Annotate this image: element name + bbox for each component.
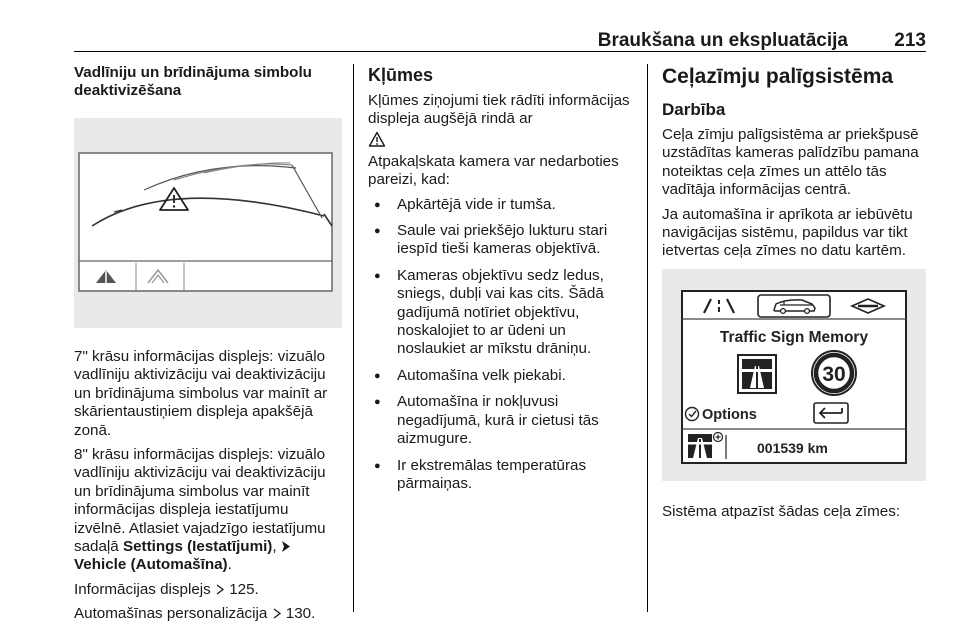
settings-menu-label: Settings (Iestatījumi): [122, 538, 273, 556]
page-header: [74, 28, 926, 52]
operation-paragraph-2: Ja automašīna ir aprīkota ar iebūvētu navigācijas sistēmu, papildus var tikt ietvertas ceļa zīmes no datu kartēm.: [662, 205, 913, 260]
column-divider-2: [647, 64, 648, 612]
recognised-signs-paragraph: Sistēma atpazīst šādas ceļa zīmes:: [662, 502, 901, 520]
arrow-right-icon: [281, 541, 291, 552]
faults-heading: Kļūmes: [368, 65, 434, 85]
column-1: [74, 64, 342, 630]
column-divider-1: [353, 64, 354, 612]
operation-subheading: Darbība: [662, 100, 726, 119]
page-reference-icon: [272, 608, 282, 619]
page-reference-icon: [215, 584, 225, 595]
guideline-deactivation-heading: Vadlīniju un brīdinājuma simbolu deaktivizēšana: [74, 64, 312, 99]
faults-message-paragraph: Kļūmes ziņojumi tiek rādīti informācijas displeja augšējā rindā ar: [368, 92, 630, 128]
rear-camera-display-figure: [74, 118, 342, 328]
column-2: [368, 64, 636, 501]
page-number: 213: [894, 30, 926, 51]
list-item: ● Automašīna velk piekabi.: [368, 367, 636, 385]
odometer-reading: 001539 km: [757, 439, 828, 456]
speed-limit-value: 30: [822, 362, 846, 386]
camera-conditions-paragraph: Atpakaļskata kamera var nedarboties pareizi, kad:: [368, 152, 619, 189]
camera-conditions-list: [368, 196, 636, 494]
paragraph-8inch-display: 8" krāsu informācijas displejs: vizuālo vadlīniju aktivizāciju vai deaktivizāciju un brīdinājuma simbolus var mainīt informācijas displeja iestatījumu izvēlnē. Atlasiet vajadzīgo iestatījumu sadaļā Settings (Iestatījumi), Vehicle (Automašīna).: [74, 446, 326, 574]
display-title: Traffic Sign Memory: [719, 328, 869, 346]
reference-vehicle-personalisation[interactable]: Automašīnas personalizācija 130.: [74, 605, 316, 623]
operation-paragraph-1: Ceļa zīmju palīgsistēma ar priekšpusē uzstādītas kameras palīdzību pamana noteiktas ceļa zīmes un attēlo tās vadītāja informācijas centrā.: [662, 126, 919, 199]
traffic-sign-assistant-heading: Ceļazīmju palīgsistēma: [662, 65, 894, 88]
column-3: [662, 64, 926, 527]
options-label: Options: [702, 406, 757, 423]
reference-info-display[interactable]: Informācijas displejs 125.: [74, 580, 259, 598]
motorway-sign-small-icon: [688, 434, 712, 458]
section-title: Braukšana un ekspluatācija: [597, 30, 848, 51]
list-item: ● Saule vai priekšējo lukturu stari iespīd tieši kameras objektīvā.: [368, 222, 636, 259]
warning-triangle-icon: [368, 131, 386, 147]
traffic-sign-memory-display-figure: [662, 269, 926, 481]
speed-limit-sign-icon: [812, 351, 856, 395]
list-item: ● Ir ekstremālas temperatūras pārmaiņas.: [368, 457, 636, 494]
list-item: ● Kameras objektīvu sedz ledus, sniegs, dubļi vai kas cits. Šādā gadījumā notīriet objektīvu, noskalojiet to ar ūdeni un noslaukiet ar mīkstu drāniņu.: [368, 267, 636, 359]
paragraph-7inch-display: 7" krāsu informācijas displejs: vizuālo vadlīniju aktivizāciju vai deaktivizāciju un brīdinājuma simbolus var mainīt ar skārientaustiņiem displeja apakšējā zonā.: [74, 348, 328, 439]
header-divider: [74, 51, 926, 52]
list-item: ● Automašīna ir nokļuvusi negadījumā, kurā ir cietusi tās aizmugure.: [368, 393, 636, 448]
vehicle-menu-label: Vehicle (Automašīna): [74, 556, 228, 574]
list-item: ● Apkārtējā vide ir tumša.: [368, 196, 636, 214]
motorway-sign-icon: [738, 355, 776, 393]
